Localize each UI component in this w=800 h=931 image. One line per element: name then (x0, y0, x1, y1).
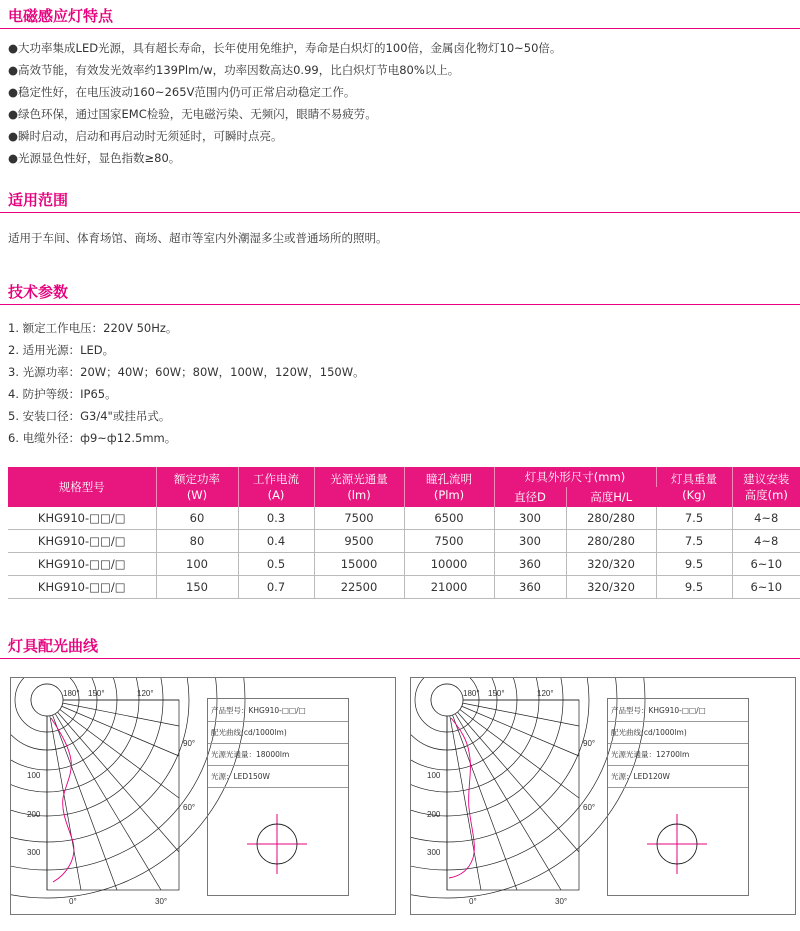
feature-item: ●稳定性好，在电压波动160~265V范围内仍可正常启动稳定工作。 (8, 85, 356, 99)
cell-flux: 15000 (314, 553, 404, 576)
info-divider (608, 721, 748, 722)
curves-title: 灯具配光曲线 (8, 637, 99, 655)
feature-item: ●瞬时启动，启动和再启动时无须延时，可瞬时点亮。 (8, 129, 283, 143)
param-item: 4. 防护等级：IP65。 (8, 387, 117, 401)
angle-label: 150° (88, 689, 105, 698)
cell-diameter: 360 (494, 553, 566, 576)
curves-rule (0, 658, 800, 659)
header-model: 规格型号 (8, 467, 156, 507)
cell-weight: 7.5 (656, 530, 732, 553)
grid-ray (447, 700, 579, 756)
info-box (607, 698, 749, 896)
grid-ray (47, 700, 179, 798)
polar-hub (431, 684, 463, 716)
cell-height-hl: 320/320 (566, 553, 656, 576)
crosshair-icon (242, 809, 312, 879)
angle-label: 30° (155, 897, 168, 906)
params-rule (0, 304, 800, 305)
feature-item: ●高效节能，有效发光效率约139Plm/w，功率因数高达0.99，比白炽灯节电80%以上。 (8, 63, 460, 77)
cell-pupil: 7500 (404, 530, 494, 553)
info-divider (208, 721, 348, 722)
info-divider (608, 787, 748, 788)
cell-power: 150 (156, 576, 238, 599)
cell-install-height: 6~10 (732, 576, 800, 599)
info-source: 光源：LED120W (611, 772, 670, 781)
feature-item: ●大功率集成LED光源，具有超长寿命，长年使用免维护，寿命是白炽灯的100倍，金属卤化物灯10~50倍。 (8, 41, 562, 55)
angle-label: 60° (583, 803, 596, 812)
info-curve: 配光曲线(cd/1000lm) (611, 728, 687, 737)
params-section (0, 282, 800, 302)
cell-weight: 9.5 (656, 553, 732, 576)
radius-label: 200 (427, 810, 441, 819)
angle-label: 0° (69, 897, 77, 906)
cell-weight: 7.5 (656, 507, 732, 530)
header-pupil: 瞳孔流明 (Plm) (404, 467, 494, 507)
angle-label: 60° (183, 803, 196, 812)
polar-hub (31, 684, 63, 716)
light-curve (449, 718, 474, 878)
spec-table (8, 467, 800, 599)
grid-ray (47, 700, 179, 756)
info-flux: 光源光通量：18000lm (211, 750, 290, 759)
cell-power: 80 (156, 530, 238, 553)
light-curve-panel-1 (10, 677, 396, 915)
param-item: 1. 额定工作电压：220V 50Hz。 (8, 321, 178, 335)
info-divider (208, 787, 348, 788)
params-title: 技术参数 (8, 283, 69, 301)
angle-label: 120° (537, 689, 554, 698)
cell-power: 60 (156, 507, 238, 530)
info-divider (208, 743, 348, 744)
scope-title: 适用范围 (8, 191, 69, 209)
param-item: 3. 光源功率：20W；40W；60W；80W，100W，120W，150W。 (8, 365, 365, 379)
header-height: 建议安装 高度(m) (732, 467, 800, 507)
cell-flux: 7500 (314, 507, 404, 530)
cell-model: KHG910-□□/□ (8, 553, 156, 576)
cell-pupil: 10000 (404, 553, 494, 576)
cell-flux: 9500 (314, 530, 404, 553)
angle-label: 90° (583, 739, 596, 748)
scope-rule (0, 212, 800, 213)
crosshair-icon (642, 809, 712, 879)
cell-model: KHG910-□□/□ (8, 530, 156, 553)
info-divider (608, 765, 748, 766)
angle-label: 180° (463, 689, 480, 698)
features-section (0, 6, 800, 26)
info-model: 产品型号：KHG910-□□/□ (211, 706, 306, 715)
table-row (8, 553, 800, 576)
angle-label: 90° (183, 739, 196, 748)
cell-height-hl: 280/280 (566, 507, 656, 530)
cell-current: 0.7 (238, 576, 314, 599)
features-title: 电磁感应灯特点 (8, 7, 114, 25)
info-model: 产品型号：KHG910-□□/□ (611, 706, 706, 715)
table-row (8, 507, 800, 530)
cell-diameter: 300 (494, 530, 566, 553)
info-source: 光源：LED150W (211, 772, 270, 781)
info-divider (608, 743, 748, 744)
cell-pupil: 21000 (404, 576, 494, 599)
cell-pupil: 6500 (404, 507, 494, 530)
header-weight: 灯具重量 (Kg) (656, 467, 732, 507)
grid-ray (447, 700, 579, 726)
cell-current: 0.5 (238, 553, 314, 576)
feature-item: ●绿色环保，通过国家EMC检验，无电磁污染、无频闪，眼睛不易疲劳。 (8, 107, 377, 121)
grid-ray (47, 700, 179, 726)
cell-diameter: 300 (494, 507, 566, 530)
header-power: 额定功率 (W) (156, 467, 238, 507)
radius-label: 100 (427, 771, 441, 780)
features-rule (0, 28, 800, 29)
cell-current: 0.3 (238, 507, 314, 530)
scope-text: 适用于车间、体育场馆、商场、超市等室内外潮湿多尘或普通场所的照明。 (8, 231, 388, 245)
cell-current: 0.4 (238, 530, 314, 553)
header-height-hl: 高度H/L (566, 487, 656, 507)
cell-model: KHG910-□□/□ (8, 576, 156, 599)
info-divider (208, 765, 348, 766)
angle-label: 0° (469, 897, 477, 906)
cell-install-height: 4~8 (732, 507, 800, 530)
radius-label: 300 (427, 848, 441, 857)
radius-label: 300 (27, 848, 41, 857)
table-row (8, 576, 800, 599)
cell-install-height: 4~8 (732, 530, 800, 553)
cell-height-hl: 320/320 (566, 576, 656, 599)
angle-label: 120° (137, 689, 154, 698)
cell-flux: 22500 (314, 576, 404, 599)
header-diameter: 直径D (494, 487, 566, 507)
cell-diameter: 360 (494, 576, 566, 599)
angle-label: 30° (555, 897, 568, 906)
info-box (207, 698, 349, 896)
info-curve: 配光曲线(cd/1000lm) (211, 728, 287, 737)
cell-weight: 9.5 (656, 576, 732, 599)
info-flux: 光源光通量：12700lm (611, 750, 690, 759)
radius-label: 200 (27, 810, 41, 819)
cell-model: KHG910-□□/□ (8, 507, 156, 530)
header-current: 工作电流 (A) (238, 467, 314, 507)
param-item: 6. 电缆外径：ф9~ф12.5mm。 (8, 431, 177, 445)
curves-section (0, 636, 800, 656)
angle-label: 180° (63, 689, 80, 698)
angle-label: 150° (488, 689, 505, 698)
light-curve-panel-2 (410, 677, 796, 915)
param-item: 5. 安装口径：G3/4"或挂吊式。 (8, 409, 171, 423)
cell-height-hl: 280/280 (566, 530, 656, 553)
grid-ray (447, 700, 517, 890)
scope-section (0, 190, 800, 210)
header-flux: 光源光通量 (lm) (314, 467, 404, 507)
table-row (8, 530, 800, 553)
param-item: 2. 适用光源：LED。 (8, 343, 115, 357)
cell-power: 100 (156, 553, 238, 576)
feature-item: ●光源显色性好，显色指数≥80。 (8, 151, 181, 165)
radius-label: 100 (27, 771, 41, 780)
grid-ray (447, 700, 579, 798)
cell-install-height: 6~10 (732, 553, 800, 576)
header-dimensions: 灯具外形尺寸(mm) (494, 467, 656, 487)
